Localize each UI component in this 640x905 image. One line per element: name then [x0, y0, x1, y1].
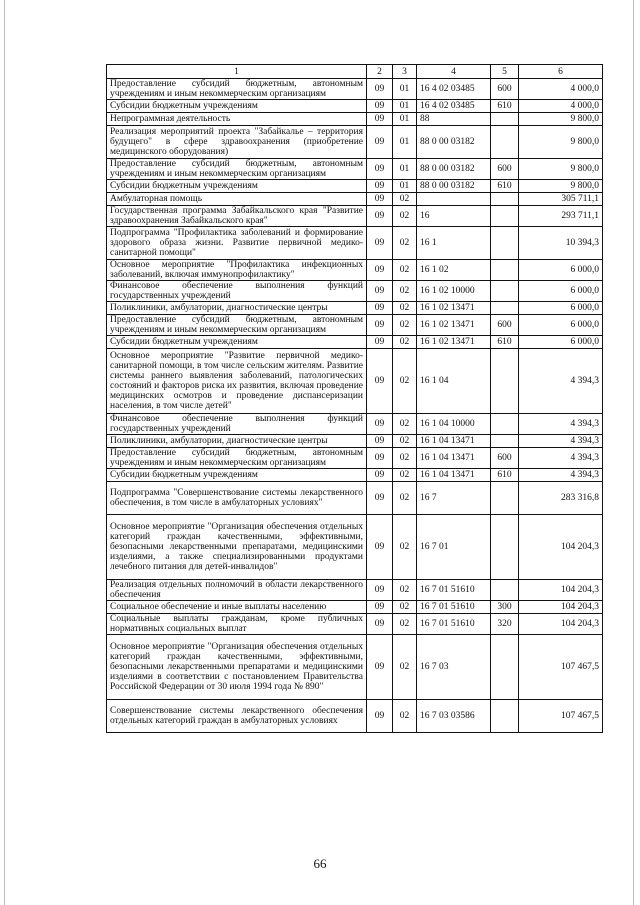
- table-row: [107, 580, 603, 601]
- cell-name: Предоставление субсидий бюджетным, автономным учреждениям и иным некоммерческим организациям: [107, 79, 367, 100]
- cell-target-article: 16 7 03: [417, 635, 491, 700]
- cell-subsection: 01: [393, 126, 417, 159]
- cell-subsection: 02: [393, 193, 417, 206]
- cell-section: 09: [367, 315, 393, 336]
- cell-section: 09: [367, 435, 393, 448]
- table-row: [107, 315, 603, 336]
- cell-section: 09: [367, 614, 393, 635]
- cell-section: 09: [367, 601, 393, 614]
- cell-name: Реализация отдельных полномочий в области лекарственного обеспечения: [107, 580, 367, 601]
- cell-name: Основное мероприятие "Организация обеспечения отдельных категорий граждан качественными, эффективными, безопасными лекарственными препаратами, медицинскими изделиями, а также специализированными продуктами лечебного питания для детей-инвалидов": [107, 515, 367, 580]
- cell-section: 09: [367, 260, 393, 281]
- cell-amount: 4 394,3: [519, 414, 603, 435]
- cell-expense-type: [491, 349, 519, 414]
- cell-amount: 4 394,3: [519, 349, 603, 414]
- page-edge-right: [633, 0, 634, 905]
- cell-subsection: 02: [393, 482, 417, 515]
- cell-amount: 6 000,0: [519, 315, 603, 336]
- cell-subsection: 02: [393, 580, 417, 601]
- cell-name: Основное мероприятие "Развитие первичной медико-санитарной помощи, в том числе сельским жителям. Развитие системы раннего выявления заболеваний, патологических состояний и факторов риска их развития, включая проведение медицинских осмотров и проведение диспансеризации населения, в том числе детей": [107, 349, 367, 414]
- cell-subsection: 02: [393, 260, 417, 281]
- cell-expense-type: 610: [491, 336, 519, 349]
- cell-expense-type: [491, 414, 519, 435]
- table-body: [107, 79, 603, 733]
- cell-expense-type: [491, 635, 519, 700]
- cell-subsection: 02: [393, 349, 417, 414]
- cell-amount: 4 394,3: [519, 435, 603, 448]
- table-row: [107, 126, 603, 159]
- cell-subsection: 02: [393, 515, 417, 580]
- table-row: [107, 435, 603, 448]
- cell-expense-type: [491, 281, 519, 302]
- cell-expense-type: [491, 126, 519, 159]
- cell-target-article: 16 7 01 51610: [417, 580, 491, 601]
- cell-name: Предоставление субсидий бюджетным, автономным учреждениям и иным некоммерческим организациям: [107, 315, 367, 336]
- cell-name: Подпрограмма "Профилактика заболеваний и формирование здорового образа жизни. Развитие первичной медико-санитарной помощи": [107, 227, 367, 260]
- cell-target-article: 16 4 02 03485: [417, 100, 491, 113]
- cell-name: Государственная программа Забайкальского края "Развитие здравоохранения Забайкальского края": [107, 206, 367, 227]
- table-row: [107, 180, 603, 193]
- cell-amount: 9 800,0: [519, 180, 603, 193]
- cell-expense-type: [491, 227, 519, 260]
- cell-subsection: 01: [393, 113, 417, 126]
- cell-target-article: 88 0 00 03182: [417, 180, 491, 193]
- table-row: [107, 515, 603, 580]
- cell-amount: 9 800,0: [519, 126, 603, 159]
- cell-expense-type: 600: [491, 448, 519, 469]
- cell-target-article: 16 4 02 03485: [417, 79, 491, 100]
- header-col-2: 2: [367, 65, 393, 79]
- cell-name: Непрограммная деятельность: [107, 113, 367, 126]
- cell-amount: 293 711,1: [519, 206, 603, 227]
- cell-section: 09: [367, 336, 393, 349]
- cell-subsection: 02: [393, 414, 417, 435]
- cell-section: 09: [367, 580, 393, 601]
- page-edge-left: [4, 0, 5, 905]
- table-row: [107, 336, 603, 349]
- table-row: [107, 113, 603, 126]
- cell-expense-type: [491, 206, 519, 227]
- cell-name: Поликлиники, амбулатории, диагностические центры: [107, 435, 367, 448]
- table-row: [107, 100, 603, 113]
- cell-section: 09: [367, 193, 393, 206]
- cell-target-article: 16 7 01 51610: [417, 601, 491, 614]
- header-col-4: 4: [417, 65, 491, 79]
- cell-name: Основное мероприятие "Профилактика инфекционных заболеваний, включая иммунопрофилактику": [107, 260, 367, 281]
- header-col-5: 5: [491, 65, 519, 79]
- cell-target-article: 16 7 01 51610: [417, 614, 491, 635]
- cell-name: Амбулаторная помощь: [107, 193, 367, 206]
- cell-expense-type: [491, 515, 519, 580]
- cell-expense-type: 610: [491, 100, 519, 113]
- cell-expense-type: [491, 260, 519, 281]
- cell-subsection: 02: [393, 435, 417, 448]
- cell-amount: 6 000,0: [519, 260, 603, 281]
- cell-subsection: 02: [393, 281, 417, 302]
- table-row: [107, 227, 603, 260]
- table-row: [107, 469, 603, 482]
- table-row: [107, 260, 603, 281]
- cell-target-article: 16 1 02: [417, 260, 491, 281]
- table-row: [107, 448, 603, 469]
- cell-amount: 107 467,5: [519, 635, 603, 700]
- cell-subsection: 02: [393, 206, 417, 227]
- cell-target-article: 16 1 04 13471: [417, 435, 491, 448]
- cell-name: Субсидии бюджетным учреждениям: [107, 469, 367, 482]
- cell-target-article: [417, 193, 491, 206]
- cell-expense-type: [491, 580, 519, 601]
- cell-target-article: 88: [417, 113, 491, 126]
- cell-target-article: 16 1 02 13471: [417, 302, 491, 315]
- cell-section: 09: [367, 635, 393, 700]
- cell-target-article: 16 1: [417, 227, 491, 260]
- cell-section: 09: [367, 100, 393, 113]
- cell-subsection: 02: [393, 315, 417, 336]
- cell-target-article: 16 1 02 13471: [417, 315, 491, 336]
- cell-subsection: 02: [393, 227, 417, 260]
- cell-amount: 4 394,3: [519, 448, 603, 469]
- cell-expense-type: 300: [491, 601, 519, 614]
- cell-expense-type: [491, 302, 519, 315]
- cell-expense-type: [491, 482, 519, 515]
- cell-amount: 6 000,0: [519, 336, 603, 349]
- table-row: [107, 79, 603, 100]
- cell-target-article: 16: [417, 206, 491, 227]
- cell-target-article: 16 1 04: [417, 349, 491, 414]
- cell-section: 09: [367, 414, 393, 435]
- cell-amount: 104 204,3: [519, 614, 603, 635]
- cell-name: Подпрограмма "Совершенствование системы лекарственного обеспечения, в том числе в амбулаторных условиях": [107, 482, 367, 515]
- cell-target-article: 16 1 04 13471: [417, 469, 491, 482]
- cell-subsection: 01: [393, 159, 417, 180]
- cell-target-article: 16 7: [417, 482, 491, 515]
- cell-section: 09: [367, 448, 393, 469]
- cell-expense-type: 600: [491, 79, 519, 100]
- cell-target-article: 16 1 02 10000: [417, 281, 491, 302]
- cell-expense-type: [491, 193, 519, 206]
- cell-name: Социальное обеспечение и иные выплаты населению: [107, 601, 367, 614]
- cell-section: 09: [367, 126, 393, 159]
- cell-section: 09: [367, 349, 393, 414]
- cell-name: Субсидии бюджетным учреждениям: [107, 180, 367, 193]
- cell-amount: 104 204,3: [519, 580, 603, 601]
- cell-name: Основное мероприятие "Организация обеспечения отдельных категорий граждан качественными, эффективными, безопасными лекарственными препаратами и медицинскими изделиями в соответствии с постановлением Правительства Российской Федерации от 30 июля 1994 года № 890": [107, 635, 367, 700]
- cell-expense-type: 320: [491, 614, 519, 635]
- cell-section: 09: [367, 227, 393, 260]
- cell-amount: 10 394,3: [519, 227, 603, 260]
- cell-name: Финансовое обеспечение выполнения функций государственных учреждений: [107, 281, 367, 302]
- cell-name: Совершенствование системы лекарственного обеспечения отдельных категорий граждан в амбулаторных условиях: [107, 700, 367, 733]
- table-row: [107, 700, 603, 733]
- table-row: [107, 635, 603, 700]
- table-row: [107, 302, 603, 315]
- cell-section: 09: [367, 281, 393, 302]
- cell-section: 09: [367, 469, 393, 482]
- table-row: [107, 206, 603, 227]
- cell-amount: 9 800,0: [519, 159, 603, 180]
- cell-name: Поликлиники, амбулатории, диагностические центры: [107, 302, 367, 315]
- cell-section: 09: [367, 206, 393, 227]
- table-row: [107, 414, 603, 435]
- cell-amount: 6 000,0: [519, 302, 603, 315]
- cell-subsection: 02: [393, 700, 417, 733]
- cell-target-article: 88 0 00 03182: [417, 159, 491, 180]
- cell-section: 09: [367, 79, 393, 100]
- cell-name: Субсидии бюджетным учреждениям: [107, 100, 367, 113]
- cell-expense-type: 610: [491, 469, 519, 482]
- cell-expense-type: 600: [491, 315, 519, 336]
- table-row: [107, 281, 603, 302]
- cell-expense-type: [491, 113, 519, 126]
- cell-subsection: 02: [393, 614, 417, 635]
- cell-expense-type: 600: [491, 159, 519, 180]
- cell-name: Финансовое обеспечение выполнения функций государственных учреждений: [107, 414, 367, 435]
- cell-expense-type: [491, 435, 519, 448]
- cell-section: 09: [367, 700, 393, 733]
- table-row: [107, 614, 603, 635]
- cell-subsection: 01: [393, 180, 417, 193]
- cell-amount: 305 711,1: [519, 193, 603, 206]
- budget-table: [106, 64, 603, 733]
- cell-amount: 4 000,0: [519, 79, 603, 100]
- cell-amount: 104 204,3: [519, 601, 603, 614]
- table-row: [107, 482, 603, 515]
- cell-target-article: 16 1 04 10000: [417, 414, 491, 435]
- cell-target-article: 16 7 03 03586: [417, 700, 491, 733]
- cell-name: Предоставление субсидий бюджетным, автономным учреждениям и иным некоммерческим организациям: [107, 448, 367, 469]
- cell-section: 09: [367, 180, 393, 193]
- header-col-6: 6: [519, 65, 603, 79]
- table-row: [107, 601, 603, 614]
- cell-subsection: 02: [393, 469, 417, 482]
- cell-name: Субсидии бюджетным учреждениям: [107, 336, 367, 349]
- cell-subsection: 02: [393, 601, 417, 614]
- cell-amount: 107 467,5: [519, 700, 603, 733]
- cell-target-article: 16 1 02 13471: [417, 336, 491, 349]
- cell-target-article: 16 1 04 13471: [417, 448, 491, 469]
- cell-amount: 9 800,0: [519, 113, 603, 126]
- cell-amount: 4 000,0: [519, 100, 603, 113]
- cell-section: 09: [367, 159, 393, 180]
- cell-amount: 6 000,0: [519, 281, 603, 302]
- cell-subsection: 01: [393, 100, 417, 113]
- cell-target-article: 16 7 01: [417, 515, 491, 580]
- header-row: [107, 65, 603, 79]
- header-col-3: 3: [393, 65, 417, 79]
- cell-name: Реализация мероприятий проекта "Забайкалье – территория будущего" в сфере здравоохранения (приобретение медицинского оборудования): [107, 126, 367, 159]
- cell-target-article: 88 0 00 03182: [417, 126, 491, 159]
- cell-subsection: 02: [393, 635, 417, 700]
- table-row: [107, 193, 603, 206]
- cell-section: 09: [367, 482, 393, 515]
- header-col-1: 1: [107, 65, 367, 79]
- cell-amount: 283 316,8: [519, 482, 603, 515]
- cell-expense-type: 610: [491, 180, 519, 193]
- table-header: [107, 65, 603, 79]
- cell-section: 09: [367, 302, 393, 315]
- page-number: 66: [313, 856, 327, 871]
- cell-section: 09: [367, 113, 393, 126]
- cell-expense-type: [491, 700, 519, 733]
- cell-subsection: 02: [393, 448, 417, 469]
- cell-amount: 4 394,3: [519, 469, 603, 482]
- table-row: [107, 159, 603, 180]
- table-row: [107, 349, 603, 414]
- cell-section: 09: [367, 515, 393, 580]
- cell-amount: 104 204,3: [519, 515, 603, 580]
- cell-subsection: 01: [393, 79, 417, 100]
- cell-subsection: 02: [393, 336, 417, 349]
- cell-name: Предоставление субсидий бюджетным, автономным учреждениям и иным некоммерческим организациям: [107, 159, 367, 180]
- cell-name: Социальные выплаты гражданам, кроме публичных нормативных социальных выплат: [107, 614, 367, 635]
- cell-subsection: 02: [393, 302, 417, 315]
